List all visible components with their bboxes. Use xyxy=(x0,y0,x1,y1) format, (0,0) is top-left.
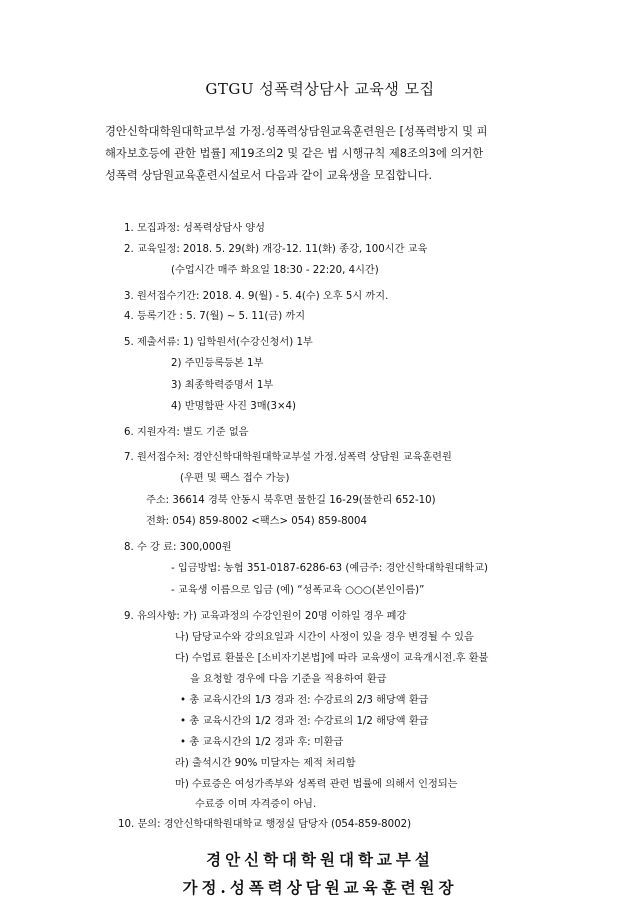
item-inquiry: 10. 문의: 경안신학대학원대학교 행정실 담당자 (054-859-8002) xyxy=(118,819,412,830)
item-documents-2: 2) 주민등록등본 1부 xyxy=(171,358,264,369)
item-phone: 전화: 054) 859-8002 <팩스> 054) 859-8004 xyxy=(146,516,367,527)
intro-line: 경안신학대학원대학교부설 가정.성폭력상담원교육훈련원은 [성폭력방지 및 피 xyxy=(105,125,488,138)
item-recruit-course: 1. 모집과정: 성폭력상담사 양성 xyxy=(124,223,265,234)
item-notes-e: 마) 수료증은 여성가족부와 성폭력 관련 법률에 의해서 인정되는 xyxy=(175,779,458,790)
item-notes-b: 나) 담당교수와 강의요일과 시간이 사정이 있을 경우 변경될 수 있음 xyxy=(175,632,474,643)
item-tuition: 8. 수 강 료: 300,000원 xyxy=(124,542,232,553)
footer-institution: 경안신학대학원대학교부설 xyxy=(206,850,434,869)
item-schedule: 2. 교육일정: 2018. 5. 29(화) 개강-12. 11(화) 종강, 100시간 교육 xyxy=(124,244,428,255)
intro-paragraph xyxy=(105,121,525,187)
item-registration-period: 4. 등록기간 : 5. 7(월) ~ 5. 11(금) 까지 xyxy=(124,311,306,322)
item-eligibility: 6. 지원자격: 별도 기준 없음 xyxy=(124,427,249,438)
footer-director: 가정.성폭력상담원교육훈련원장 xyxy=(182,878,458,897)
item-payment-method: - 입금방법: 농협 351-0187-6286-63 (예금주: 경안신학대학원대학교) xyxy=(171,563,488,574)
item-refund-1: • 총 교육시간의 1/3 경과 전: 수강료의 2/3 해당액 환급 xyxy=(180,695,429,706)
intro-line: 성폭력 상담원교육훈련시설로서 다음과 같이 교육생을 모집합니다. xyxy=(105,169,433,182)
item-documents: 5. 제출서류: 1) 입학원서(수강신청서) 1부 xyxy=(124,337,313,348)
item-payment-name: - 교육생 이름으로 입금 (예) “성폭교육 ○○○(본인이름)” xyxy=(171,585,425,596)
item-refund-2: • 총 교육시간의 1/2 경과 전: 수강료의 1/2 해당액 환급 xyxy=(180,716,429,727)
item-notes-c2: 을 요청할 경우에 다음 기준을 적용하여 환급 xyxy=(190,674,387,685)
item-address: 주소: 36614 경북 안동시 북후면 물한길 16-29(물한리 652-10) xyxy=(146,495,436,506)
item-schedule-hours: (수업시간 매주 화요일 18:30 - 22:20, 4시간) xyxy=(171,265,379,276)
intro-line: 해자보호등에 관한 법률] 제19조의2 및 같은 법 시행규칙 제8조의3에 의거한 xyxy=(105,147,484,160)
page-title: GTGU 성폭력상담사 교육생 모집 xyxy=(205,80,435,98)
item-notes-d: 라) 출석시간 90% 미달자는 제적 처리함 xyxy=(175,758,356,769)
item-documents-4: 4) 반명함판 사진 3매(3×4) xyxy=(171,401,296,412)
item-documents-3: 3) 최종학력증명서 1부 xyxy=(171,380,274,391)
item-application-period: 3. 원서접수기간: 2018. 4. 9(월) - 5. 4(수) 오후 5시 까지. xyxy=(124,291,389,302)
item-notes: 9. 유의사항: 가) 교육과정의 수강인원이 20명 이하일 경우 폐강 xyxy=(124,611,407,622)
item-application-method: (우편 및 팩스 접수 가능) xyxy=(180,473,290,484)
item-notes-c: 다) 수업료 환불은 [소비자기본법]에 따라 교육생이 교육개시전.후 환불 xyxy=(175,653,489,664)
item-refund-3: • 총 교육시간의 1/2 경과 후: 미환급 xyxy=(180,737,344,748)
item-notes-e2: 수료증 이며 자격증이 아님. xyxy=(195,799,317,810)
item-application-office: 7. 원서접수처: 경안신학대학원대학교부설 가정.성폭력 상담원 교육훈련원 xyxy=(124,452,452,463)
